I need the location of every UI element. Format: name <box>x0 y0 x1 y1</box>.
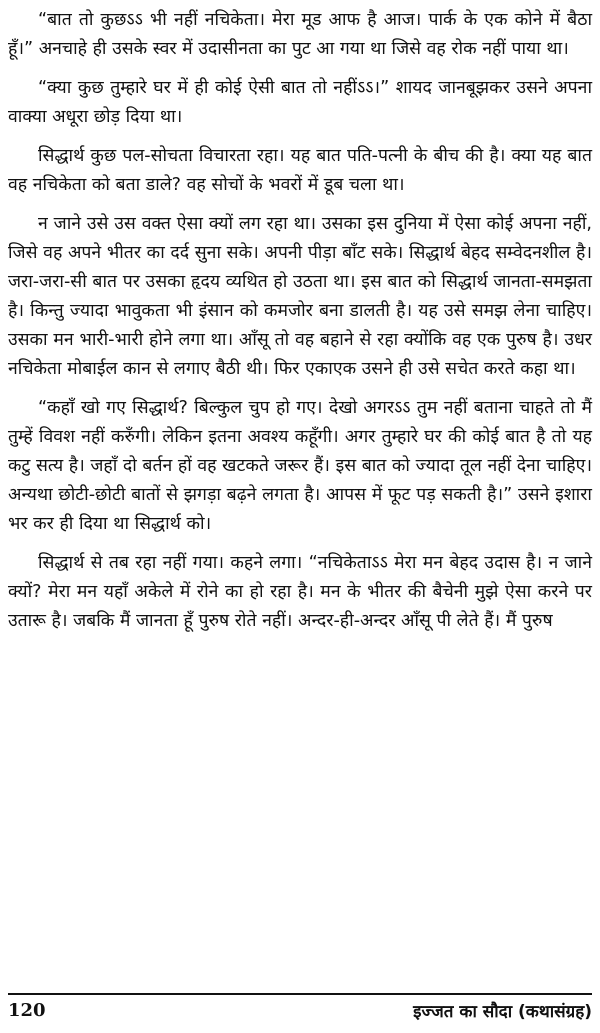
paragraph-2: “क्या कुछ तुम्हारे घर में ही कोई ऐसी बात तो नहींऽऽ।” शायद जानबूझकर उसने अपना वाक्या अधूरा छोड़ दिया था। <box>8 78 592 127</box>
paragraph-6: सिद्धार्थ से तब रहा नहीं गया। कहने लगा। “नचिकेताऽऽ मेरा मन बेहद उदास है। न जाने क्यों? मेरा मन यहाँ अकेले में रोने का हो रहा है। मन के भीतर की बैचेनी मुझे ऐसा करने पर उतारू है। जबकि मैं जानता हूँ पुरुष रोते नहीं। अन्दर-ही-अन्दर आँसू पी लेते हैं। मैं पुरुष <box>8 553 592 631</box>
footer-divider <box>8 993 592 995</box>
paragraph-4: न जाने उसे उस वक्त ऐसा क्यों लग रहा था। उसका इस दुनिया में ऐसा कोई अपना नहीं, जिसे वह अपने भीतर का दर्द सुना सके। अपनी पीड़ा बाँट सके। सिद्धार्थ बेहद सम्वेदनशील है। जरा-जरा-सी बात पर उसका हृदय व्यथित हो उठता था। इस बात को सिद्धार्थ जानता-समझता है। किन्तु ज्यादा भावुकता भी इंसान को कमजोर बना डालती है। यह उसे समझ लेना चाहिए। उसका मन भारी-भारी होने लगा था। आँसू तो वह बहाने से रहा क्योंकि वह एक पुरुष है। उधर नचिकेता मोबाईल कान से लगाए बैठी थी। फिर एकाएक उसने ही उसे सचेत करते कहा था। <box>8 214 592 379</box>
paragraph-5: “कहाँ खो गए सिद्धार्थ? बिल्कुल चुप हो गए। देखो अगरऽऽ तुम नहीं बताना चाहते तो मैं तुम्हें विवश नहीं करुँगी। लेकिन इतना अवश्य कहूँगी। अगर तुम्हारे घर की कोई बात है तो यह कटु सत्य है। जहाँ दो बर्तन हों वह खटकते जरूर हैं। इस बात को ज्यादा तूल नहीं देना चाहिए। अन्यथा छोटी-छोटी बातों से झगड़ा बढ़ने लगता है। आपस में फूट पड़ सकती है।” उसने इशारा भर कर ही दिया था सिद्धार्थ को। <box>8 398 592 534</box>
page-body <box>8 6 592 646</box>
book-title: इज्जत का सौदा (कथासंग्रह) <box>413 1002 592 1022</box>
paragraph-1: “बात तो कुछऽऽ भी नहीं नचिकेता। मेरा मूड आफ है आज। पार्क के एक कोने में बैठा हूँ।” अनचाहे ही उसके स्वर में उदासीनता का पुट आ गया था जिसे वह रोक नहीं पाया था। <box>8 10 592 59</box>
page-number: 120 <box>8 1000 46 1021</box>
paragraph-3: सिद्धार्थ कुछ पल-सोचता विचारता रहा। यह बात पति-पत्नी के बीच की है। क्या यह बात वह नचिकेता को बता डाले? वह सोचों के भवरों में डूब चला था। <box>8 146 592 195</box>
